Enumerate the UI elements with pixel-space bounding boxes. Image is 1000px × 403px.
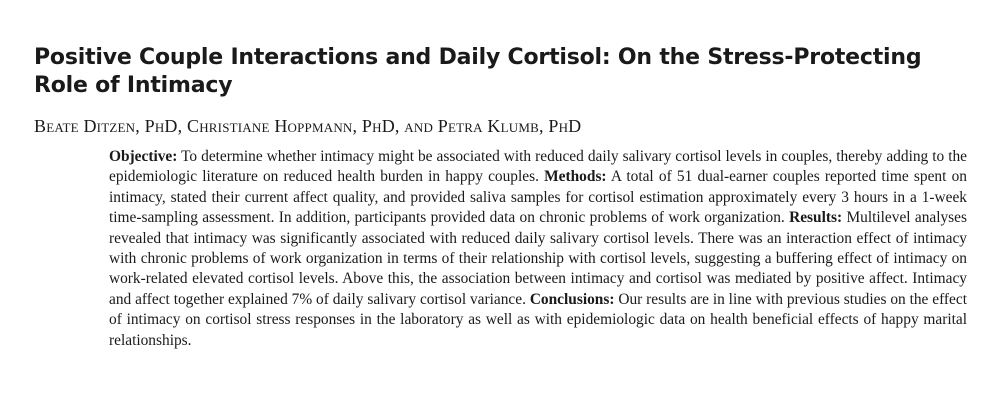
objective-label: Objective:: [109, 148, 178, 165]
abstract: [109, 147, 967, 351]
paper-title: Positive Couple Interactions and Daily Cortisol: On the Stress-Protecting Role of Intimacy: [34, 45, 922, 98]
methods-text: A total of 51 dual-earner couples reported time spent on intimacy, stated their current affect quality, and provided saliva samples for cortisol estimation approximately every 3 hours in a 1-week time-sampling assessment. In addition, participants provided data on chronic problems of work organization.: [109, 168, 967, 227]
conclusions-label: Conclusions:: [529, 290, 615, 308]
conclusions-text: Our results are in line with previous studies on the effect of intimacy on cortisol stress responses in the laboratory as well as with epidemiologic data on health beneficial effects of happy marital relationships.: [109, 290, 967, 349]
methods-label: Methods:: [544, 168, 607, 186]
results-text: Multilevel analyses revealed that intimacy was significantly associated with reduced daily salivary cortisol levels. There was an interaction effect of intimacy with chronic problems of work organization in terms of their relationship with cortisol levels, suggesting a buffering effect of intimacy on work-related elevated cortisol levels. Above this, the association between intimacy and cortisol was mediated by positive affect. Intimacy and affect together explained 7% of daily salivary cortisol variance.: [109, 209, 967, 308]
author-list: Beate Ditzen, PhD, Christiane Hoppmann, PhD, and Petra Klumb, PhD: [34, 116, 582, 136]
objective-text: To determine whether intimacy might be associated with reduced daily salivary cortisol levels in couples, thereby adding to the epidemiologic literature on reduced health burden in happy couples.: [109, 148, 968, 186]
results-label: Results:: [789, 209, 843, 227]
